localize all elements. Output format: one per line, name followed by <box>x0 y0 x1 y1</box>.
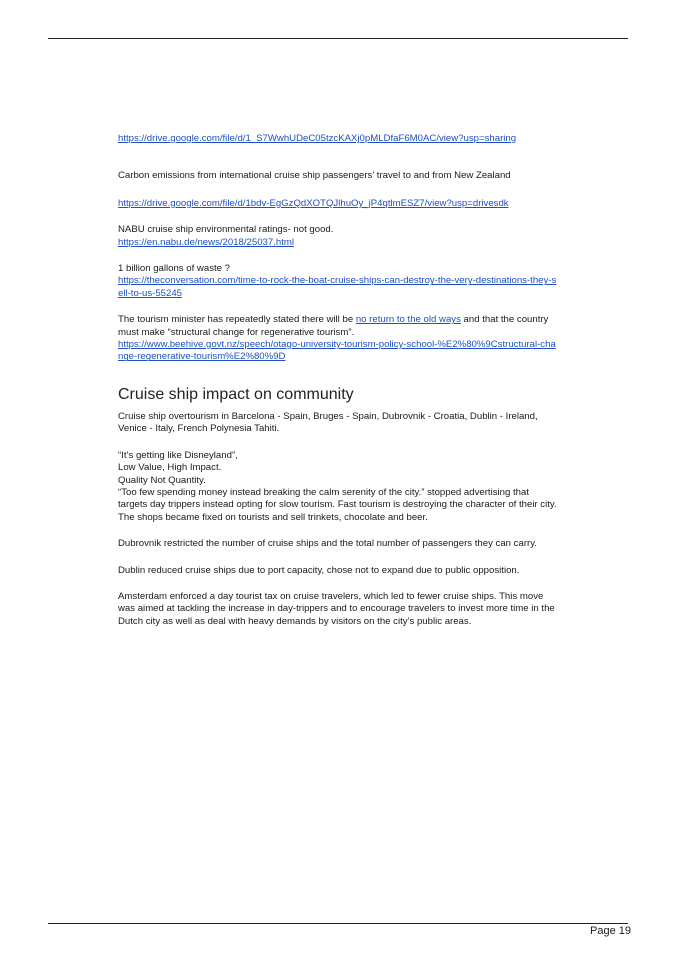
footer-rule <box>48 923 628 924</box>
minister-paragraph <box>118 314 558 339</box>
carbon-emissions-text: Carbon emissions from international cruise ship passengers’ travel to and from New Zealand <box>118 170 511 182</box>
nabu-label: NABU cruise ship environmental ratings- not good. <box>118 224 334 236</box>
drive-link-1-para <box>118 133 558 145</box>
minister-text-after: and that the country must make “structural change for regenerative tourism”. <box>118 314 549 338</box>
drive-link-2-para <box>118 198 558 210</box>
quote-line-2: Low Value, High Impact. <box>118 462 222 474</box>
no-return-link[interactable]: no return to the old ways <box>355 314 461 326</box>
conversation-link[interactable]: https://theconversation.com/time-to-rock-the-boat-cruise-ships-can-destroy-the-very-destinations-they-sell-to-us-55245 <box>118 275 557 299</box>
dublin-text: Dublin reduced cruise ships due to port capacity, chose not to expand due to public opposition. <box>118 564 520 576</box>
dubrovnik-text: Dubrovnik restricted the number of cruise ships and the total number of passengers they can carry. <box>118 538 537 550</box>
beehive-link-para <box>118 339 558 364</box>
header-rule <box>48 38 628 39</box>
drive-link-2[interactable]: https://drive.google.com/file/d/1bdv-EgGzQdXOTQJlhuOy_jP4qtlmESZ7/view?usp=drivesdk <box>118 197 509 209</box>
quote-line-5: The shops became fixed on tourists and sell trinkets, chocolate and beer. <box>118 511 428 523</box>
page-body <box>118 133 558 628</box>
nabu-link[interactable]: https://en.nabu.de/news/2018/25037.html <box>118 236 295 248</box>
waste-text: 1 billion gallons of waste ? <box>118 263 230 275</box>
quote-line-4: “Too few spending money instead breaking the calm serenity of the city.” stopped advertising that targets day trippers instead opting for slow tourism. Fast tourism is destroying the character of their city. <box>118 486 557 511</box>
conversation-link-para <box>118 275 558 300</box>
page-number: Page 19 <box>590 925 631 937</box>
beehive-link[interactable]: https://www.beehive.govt.nz/speech/otago-university-tourism-policy-school-%E2%80%9Cstructural-change-regenerative-tourism%E2%80%9D <box>118 339 556 363</box>
quote-line-3: Quality Not Quantity. <box>118 474 206 486</box>
overtourism-text: Cruise ship overtourism in Barcelona - Spain, Bruges - Spain, Dubrovnik - Croatia, Dublin - Ireland, Venice - Italy, French Polynesia Tahiti. <box>118 410 538 435</box>
quote-line-1: “It’s getting like Disneyland”, <box>118 449 238 461</box>
amsterdam-text: Amsterdam enforced a day tourist tax on cruise travelers, which led to fewer cruise ships. This move was aimed at tackling the increase in day-trippers and to encourage travelers to invest more time in the Dutch city as well as deal with heavy demands by visitors on the city’s public areas. <box>118 590 555 627</box>
nabu-link-para <box>118 237 558 249</box>
drive-link-1[interactable]: https://drive.google.com/file/d/1_S7WwhUDeC05tzcKAXj0pMLDfaF6M0AC/view?usp=sharing <box>118 133 517 144</box>
minister-text-before: The tourism minister has repeatedly stated there will be <box>118 314 356 326</box>
section-heading: Cruise ship impact on community <box>118 385 354 403</box>
